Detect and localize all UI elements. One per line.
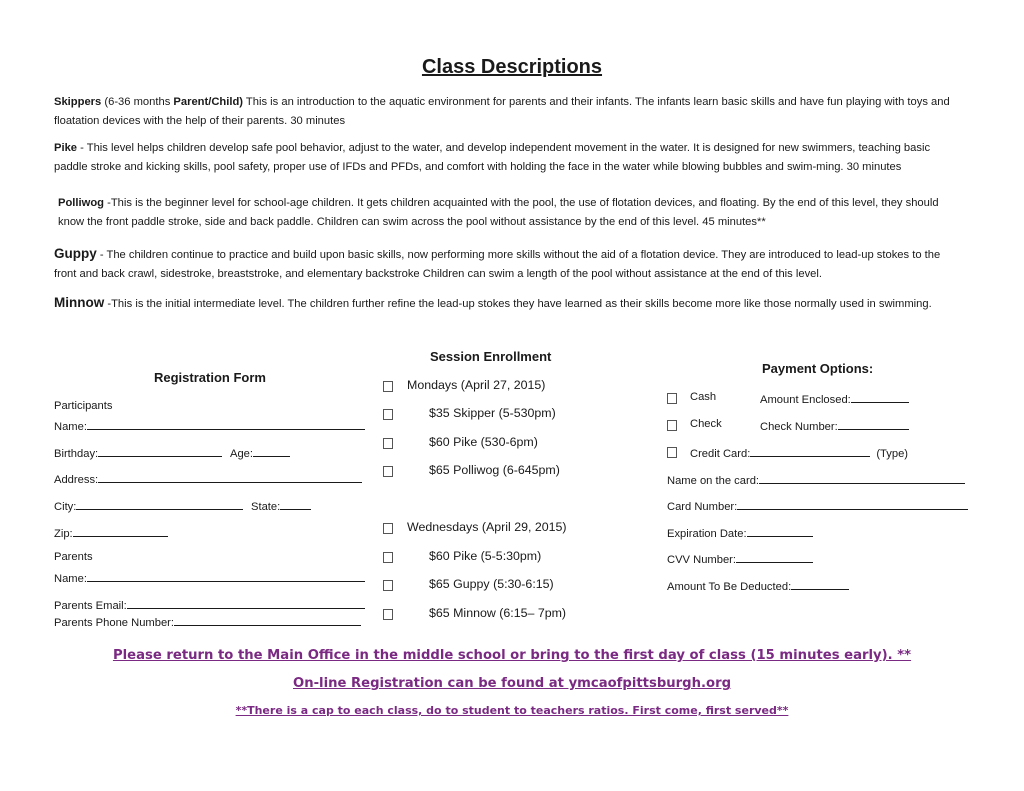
participant-name-field[interactable]: Name: xyxy=(54,418,365,433)
credit-card-checkbox[interactable]: Credit Card: (Type) xyxy=(667,445,908,460)
cash-checkbox[interactable]: Cash xyxy=(667,391,716,403)
class-pike: Pike - This level helps children develop safe pool behavior, adjust to the water, and develop independent movement in the water. It is designed for new swimmers, teaching basic paddle stroke and kicking skills, pool safety, proper use of IFDs and PFDs, and comfort with holding the face in the water while blowing bubbles and swim-ming. 30 minutes xyxy=(54,142,931,173)
amount-deducted-field[interactable]: Amount To Be Deducted: xyxy=(667,578,849,593)
amount-enclosed-field[interactable]: Amount Enclosed: xyxy=(760,391,909,406)
online-registration-link[interactable]: On-line Registration can be found at ymcaofpittsburgh.org xyxy=(292,676,732,691)
check-checkbox[interactable]: Check xyxy=(667,418,722,430)
checkbox-icon xyxy=(383,409,393,420)
checkbox-icon xyxy=(667,420,677,431)
session-option[interactable]: $60 Pike (5-5:30pm) xyxy=(383,549,541,563)
class-minnow: Minnow -This is the initial intermediate level. The children further refine the lead-up stokes they have learned as their skills become more like those normally used in swimming. xyxy=(54,295,932,310)
session-option[interactable]: $60 Pike (530-6pm) xyxy=(383,435,538,449)
class-name: Pike xyxy=(54,142,78,154)
check-number-field[interactable]: Check Number: xyxy=(760,418,909,433)
checkbox-icon xyxy=(383,580,393,591)
session-title: Session Enrollment xyxy=(430,349,552,364)
session-option[interactable]: $65 Polliwog (6-645pm) xyxy=(383,463,560,477)
cvv-field[interactable]: CVV Number: xyxy=(667,551,813,566)
mondays-checkbox[interactable]: Mondays (April 27, 2015) xyxy=(383,378,545,392)
checkbox-icon xyxy=(383,552,393,563)
name-on-card-field[interactable]: Name on the card: xyxy=(667,472,965,487)
class-name: Guppy xyxy=(54,246,97,261)
return-note: Please return to the Main Office in the middle school or bring to the first day of class (15 minutes early). ** xyxy=(112,648,912,663)
class-polliwog: Polliwog -This is the beginner level for school-age children. It gets children acquainted with the pool, the use of flotation devices, and floating. By the end of this level, they should know the front paddle stroke, side and back paddle. Children can swim across the pool without assistance by the end of this level. 45 minutes** xyxy=(58,197,939,228)
registration-title: Registration Form xyxy=(154,370,266,385)
parents-email-field[interactable]: Parents Email: xyxy=(54,597,365,612)
payment-title: Payment Options: xyxy=(762,361,874,376)
session-option[interactable]: $35 Skipper (5-530pm) xyxy=(383,406,556,420)
zip-field[interactable]: Zip: xyxy=(54,525,168,540)
age-field[interactable]: Age: xyxy=(230,445,290,460)
parents-phone-field[interactable]: Parents Phone Number: xyxy=(54,614,361,629)
checkbox-icon xyxy=(667,447,677,458)
class-guppy: Guppy - The children continue to practice and build upon basic skills, now performing more skills without the aid of a flotation device. They are introduced to lead-up stokes to the front and back crawl, sidestroke, breaststroke, and elementary backstroke Children can swim a length of the pool without assistance at the end of this level. xyxy=(54,246,941,280)
expiration-date-field[interactable]: Expiration Date: xyxy=(667,525,813,540)
wednesdays-checkbox[interactable]: Wednesdays (April 29, 2015) xyxy=(383,520,567,534)
checkbox-icon xyxy=(383,466,393,477)
checkbox-icon xyxy=(383,381,393,392)
class-name: Polliwog xyxy=(58,197,104,209)
checkbox-icon xyxy=(383,438,393,449)
session-option[interactable]: $65 Guppy (5:30-6:15) xyxy=(383,577,554,591)
parents-name-field[interactable]: Name: xyxy=(54,570,365,585)
participants-label: Participants xyxy=(54,400,113,412)
birthday-field[interactable]: Birthday: xyxy=(54,445,222,460)
class-name: Skippers xyxy=(54,96,102,108)
checkbox-icon xyxy=(383,523,393,534)
parents-label: Parents xyxy=(54,551,93,563)
checkbox-icon xyxy=(383,609,393,620)
class-skippers: Skippers (6-36 months Parent/Child) This is an introduction to the aquatic environment for parents and their infants. The infants learn basic skills and have fun playing with toys and floatation devices with the help of their parents. 30 minutes xyxy=(54,96,950,127)
class-name: Minnow xyxy=(54,295,105,310)
card-number-field[interactable]: Card Number: xyxy=(667,498,968,513)
session-option[interactable]: $65 Minnow (6:15– 7pm) xyxy=(383,606,566,620)
page-title: Class Descriptions xyxy=(421,56,603,78)
checkbox-icon xyxy=(667,393,677,404)
cap-note: **There is a cap to each class, do to student to teachers ratios. First come, first served** xyxy=(235,704,789,717)
state-field[interactable]: State: xyxy=(251,498,311,513)
address-field[interactable]: Address: xyxy=(54,471,362,486)
city-field[interactable]: City: xyxy=(54,498,243,513)
